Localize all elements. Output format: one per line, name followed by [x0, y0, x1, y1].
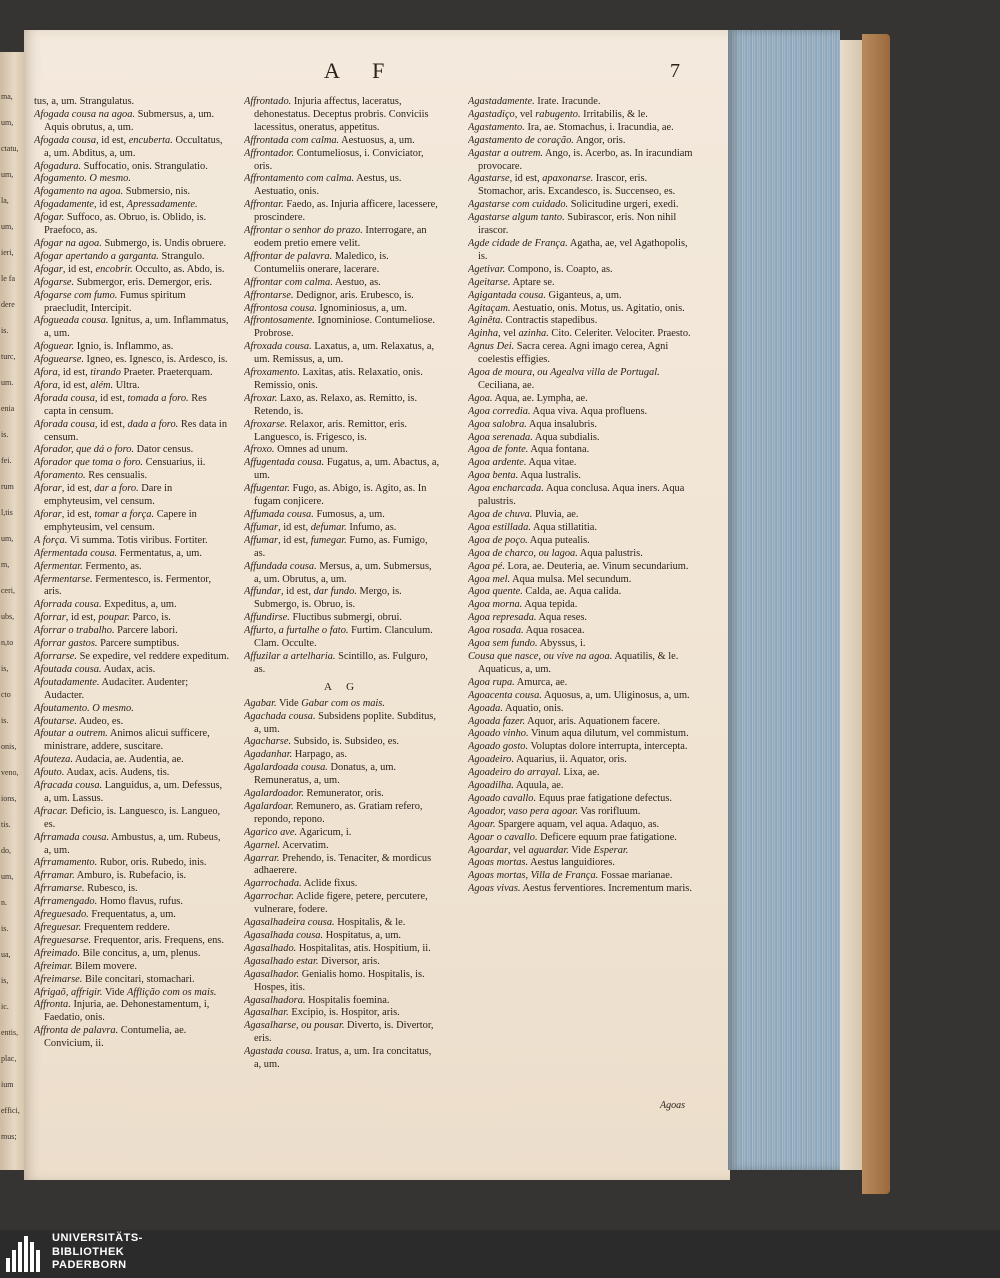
dictionary-entry: Afogada cousa, id est, encuberta. Occultatus, a, um. Abditus, a, um. [34, 134, 223, 159]
dictionary-entry: Afouto. Audax, acis. Audens, tis. [34, 767, 170, 779]
logo-bar [30, 1242, 34, 1272]
dictionary-entry: Afogamento. O mesmo. [34, 173, 131, 185]
dictionary-entry: Affugentada cousa. Fugatus, a, um. Abactus, a, um. [244, 457, 440, 482]
dictionary-entry: Afrramamento. Rubor, oris. Rubedo, inis. [34, 857, 207, 869]
left-page-fragment: n. [1, 898, 7, 907]
dictionary-entry: Afogar, id est, encobrir. Occulto, as. Abdo, is. [34, 263, 225, 275]
left-page-fragment: um. [1, 378, 14, 387]
dictionary-entry: Aforador, que dá o foro. Dator census. [34, 444, 194, 456]
dictionary-entry: Agigantada cousa. Giganteus, a, um. [468, 289, 622, 301]
dictionary-entry: Agoa represada. Aqua reses. [468, 612, 587, 624]
left-page-fragment: ubs, [1, 612, 15, 621]
dictionary-entry: Agoa serenada. Aqua subdialis. [468, 431, 600, 443]
dictionary-entry: Afogueada cousa. Ignitus, a, um. Inflammatus, a, um. [34, 315, 229, 340]
left-page-fragment: is, [1, 664, 9, 673]
library-logo-text [52, 1232, 143, 1273]
dictionary-entry: Affrontamento com calma. Aestus, us. Aestuatio, onis. [244, 173, 402, 198]
dictionary-entry: Agasalhar. Excipio, is. Hospitor, aris. [244, 1007, 400, 1019]
dictionary-entry: Afora, id est, além. Ultra. [34, 379, 140, 391]
left-page-fragment: ium [1, 1080, 14, 1089]
dictionary-entry: Afogadura. Suffocatio, onis. Strangulatio. [34, 160, 208, 172]
logo-bar [6, 1258, 10, 1272]
left-page-fragment: enia [1, 404, 15, 413]
dictionary-entry: Agoado gosto. Voluptas dolore interrupta, intercepta. [468, 741, 688, 753]
left-page-fragment: le fa [1, 274, 15, 283]
column-3 [468, 96, 696, 1156]
dictionary-entry: Agoa sem fundo. Abyssus, i. [468, 638, 586, 650]
dictionary-entry: Affrontar. Faedo, as. Injuria afficere, lacessere, proscindere. [244, 199, 438, 224]
left-page-fragment: plac, [1, 1054, 17, 1063]
dictionary-entry: Agastamento. Ira, ae. Stomachus, i. Iracundia, ae. [468, 121, 674, 133]
left-page-fragment: mus; [1, 1132, 17, 1141]
dictionary-entry: A força. Vi summa. Totis viribus. Fortiter. [34, 534, 208, 546]
dictionary-entry: Affurto, a furtalhe o fato. Furtim. Clanculum. Clam. Occulte. [244, 625, 433, 650]
dictionary-entry: Agoardar, vel aguardar. Vide Esperar. [468, 844, 629, 856]
dictionary-entry: Agoado vinho. Vinum aqua dilutum, vel commistum. [468, 728, 689, 740]
left-page-fragment: tis. [1, 820, 11, 829]
dictionary-entry: Afracada cousa. Languidus, a, um. Defessus, a, um. Lassus. [34, 780, 223, 804]
dictionary-entry: Afoutada cousa. Audax, acis. [34, 663, 156, 675]
dictionary-entry: Affuzilar a artelharia. Scintillo, as. Fulguro, as. [244, 650, 428, 675]
left-page-fragment: effici, [1, 1106, 20, 1115]
dictionary-entry: Agastarse algum tanto. Subirascor, eris. Non nihil irascor. [468, 212, 677, 237]
dictionary-entry: Aginêta. Contractis stapedibus. [468, 315, 598, 327]
dictionary-entry: Afogarse. Submergor, eris. Demergor, eris. [34, 276, 212, 288]
dictionary-entry: Afogar. Suffoco, as. Obruo, is. Oblido, is. Praefoco, as. [34, 212, 207, 237]
page-fore-edge [728, 30, 840, 1170]
dictionary-entry: Aforrada cousa. Expeditus, a, um. [34, 599, 177, 611]
dictionary-entry: Agoa estillada. Aqua stillatitia. [468, 521, 598, 533]
left-page-fragment: onis, [1, 742, 17, 751]
dictionary-entry: Agoar. Spargere aquam, vel aqua. Adaquo, as. [468, 818, 660, 830]
dictionary-entry: Affrontarse. Dedignor, aris. Erubesco, is. [244, 289, 414, 301]
dictionary-entry: Agarrochada. Aclide fixus. [244, 878, 358, 890]
dictionary-entry: Agoa de charco, ou lagoa. Aqua palustris. [468, 547, 643, 559]
left-page-fragment: veno, [1, 768, 19, 777]
dictionary-entry: Afogamento na agoa. Submersio, nis. [34, 186, 191, 198]
dictionary-entry: Agalardoada cousa. Donatus, a, um. Remuneratus, a, um. [244, 762, 397, 787]
dictionary-entry: Afreguesar. Frequentem reddere. [34, 922, 170, 933]
dictionary-entry: Affundar, id est, dar fundo. Mergo, is. Submergo, is. Obruo, is. [244, 586, 402, 611]
dictionary-entry: Aforar, id est, tomar a força. Capere in emphyteusim, vel censum. [34, 509, 197, 533]
dictionary-entry: Afoguear. Ignio, is. Inflammo, as. [34, 341, 174, 353]
left-page-fragment: um, [1, 118, 14, 127]
left-page-fragment: ctatu, [1, 144, 19, 153]
dictionary-entry: Aforamento. Res censualis. [34, 470, 148, 482]
page-number: 7 [670, 60, 680, 82]
dictionary-entry: Agoa morna. Aqua tepida. [468, 599, 578, 611]
dictionary-entry: Aginha, vel azinha. Cito. Celeriter. Velociter. Praesto. [468, 328, 691, 340]
dictionary-entry: Agoas mortas, Villa de França. Fossae marianae. [468, 870, 673, 882]
dictionary-entry: Agoadeiro. Aquarius, ii. Aquator, oris. [468, 754, 627, 766]
logo-bar [24, 1236, 28, 1272]
dictionary-entry: Afogada cousa na agoa. Submersus, a, um. Aquis obrutus, a, um. [34, 108, 215, 133]
dictionary-entry: Agasalhado. Hospitalitas, atis. Hospitium, ii. [244, 942, 431, 954]
left-page-fragment: ions, [1, 794, 17, 803]
left-page-fragment: um, [1, 170, 14, 179]
catchword: Agoas [660, 1100, 685, 1111]
dictionary-entry: Afouteza. Audacia, ae. Audentia, ae. [34, 754, 184, 766]
left-page-fragment: turc, [1, 352, 16, 361]
dictionary-entry: Affrontada com calma. Aestuosus, a, um. [244, 134, 415, 146]
dictionary-entry: Agoa quente. Calda, ae. Aqua calida. [468, 586, 622, 598]
dictionary-entry: Agoa corredia. Aqua viva. Aqua profluens. [468, 405, 648, 417]
dictionary-entry: Afrramarse. Rubesco, is. [34, 883, 138, 895]
dictionary-entry: Agabar. Vide Gabar com os mais. [244, 697, 385, 709]
dictionary-entry: Aforrar, id est, poupar. Parco, is. [34, 612, 171, 624]
running-head: A F [324, 58, 399, 83]
dictionary-page [24, 30, 730, 1180]
dictionary-entry: Agoador, vaso pera agoar. Vas rorifluum. [468, 805, 641, 817]
dictionary-entry: Agoacenta cousa. Aquosus, a, um. Uliginosus, a, um. [468, 689, 690, 701]
dictionary-entry: Agoa mel. Aqua mulsa. Mel secundum. [468, 573, 632, 585]
dictionary-entry: Ageitarse. Aptare se. [468, 276, 555, 288]
dictionary-entry: Agarrar. Prehendo, is. Tenaciter, & mordicus adhaerere. [244, 852, 432, 877]
dictionary-entry: Afrramar. Amburo, is. Rubefacio, is. [34, 870, 187, 882]
left-page-fragment: ma, [1, 92, 13, 101]
logo-line-1: UNIVERSITÄTS- [52, 1232, 143, 1244]
dictionary-entry: Agoa de moura, ou Agealva villa de Portugal. Ceciliana, ae. [468, 367, 660, 391]
dictionary-entry: Afreguesarse. Frequentor, aris. Frequens, ens. [34, 934, 224, 946]
dictionary-entry: Agasalhador. Genialis homo. Hospitalis, is. Hospes, itis. [244, 968, 425, 993]
dictionary-entry: Agoada. Aquatio, onis. [468, 702, 564, 714]
dictionary-entry: Afoutarse. Audeo, es. [34, 715, 124, 727]
dictionary-entry: Agoada fazer. Aquor, aris. Aquationem facere. [468, 715, 661, 727]
dictionary-entry: Affumar, id est, defumar. Infumo, as. [244, 521, 397, 533]
dictionary-entry: Agastada cousa. Iratus, a, um. Ira concitatus, a, um. [244, 1046, 432, 1071]
dictionary-entry: Agoas vivas. Aestus ferventiores. Incrementum maris. [468, 883, 692, 895]
dictionary-entry: Agasalhada cousa. Hospitatus, a, um. [244, 930, 402, 941]
left-page-fragment: is. [1, 924, 9, 933]
dictionary-entry: Afreimado. Bile concitus, a, um, plenus. [34, 947, 201, 959]
dictionary-entry: Agoa salobra. Aqua insalubris. [468, 418, 598, 430]
dictionary-entry: Affumada cousa. Fumosus, a, um. [244, 509, 385, 520]
dictionary-entry: Afracar. Deficio, is. Languesco, is. Langueo, es. [34, 805, 221, 830]
left-page-fragment: la, [1, 196, 9, 205]
dictionary-entry: Agoa rosada. Aqua rosacea. [468, 625, 585, 637]
left-page-fragment: is. [1, 326, 9, 335]
dictionary-entry: Agoa rupa. Amurca, ae. [468, 676, 568, 688]
dictionary-entry: Afroxar. Laxo, as. Relaxo, as. Remitto, is. Retendo, is. [244, 392, 418, 417]
left-page-fragment: dere [1, 300, 15, 309]
dictionary-entry: Affrontar de palavra. Maledico, is. Contumeliis onerare, lacerare. [244, 250, 389, 275]
left-page-fragment: is, [1, 976, 9, 985]
left-page-fragment: um, [1, 872, 14, 881]
left-page-fragment: um, [1, 222, 14, 231]
logo-bar [12, 1250, 16, 1272]
dictionary-entry: Afroxarse. Relaxor, aris. Remittor, eris. Languesco, is. Frigesco, is. [244, 418, 407, 443]
dictionary-entry: Agalardoador. Remunerator, oris. [244, 788, 384, 800]
dictionary-entry: Affrontador. Contumeliosus, i. Conviciator, oris. [244, 147, 424, 172]
dictionary-entry: Agetivar. Compono, is. Coapto, as. [468, 263, 613, 275]
dictionary-entry: Agoa pé. Lora, ae. Deuteria, ae. Vinum secundarium. [468, 560, 689, 572]
dictionary-entry: Agarico ave. Agaricum, i. [244, 826, 352, 838]
dictionary-entry: Affrontar com calma. Aestuo, as. [244, 276, 381, 288]
dictionary-entry: Aforada cousa, id est, dada a foro. Res data in censum. [34, 418, 228, 443]
dictionary-entry: Afrramengado. Homo flavus, rufus. [34, 896, 183, 908]
dictionary-entry: Agoa ardente. Aqua vitae. [468, 457, 577, 469]
left-page-fragment: m, [1, 560, 10, 569]
library-footer [0, 1230, 1000, 1278]
logo-line-2: BIBLIOTHEK [52, 1245, 125, 1258]
dictionary-entry: Agde cidade de França. Agatha, ae, vel Agathopolis, is. [468, 237, 688, 262]
dictionary-entry: Affronta de palavra. Contumelia, ae. Convicium, ii. [34, 1025, 187, 1050]
dictionary-entry: Agoa benta. Aqua lustralis. [468, 470, 581, 482]
logo-bar [36, 1250, 40, 1272]
dictionary-entry: Agastamento de coração. Angor, oris. [468, 134, 626, 146]
logo-line-3: PADERBORN [52, 1259, 127, 1271]
book-cover-edge [862, 34, 890, 1194]
dictionary-entry: Agachada cousa. Subsidens poplite. Subditus, a, um. [244, 710, 436, 735]
dictionary-entry: Agoa de poço. Aqua putealis. [468, 534, 590, 546]
dictionary-entry: Affundirse. Fluctibus submergi, obrui. [244, 612, 402, 624]
column-2 [244, 96, 440, 1156]
dictionary-entry: Afreimarse. Bile concitari, stomachari. [34, 973, 195, 985]
dictionary-entry: Agoado cavallo. Equus prae fatigatione defectus. [468, 792, 672, 804]
left-page-fragment: ua, [1, 950, 11, 959]
dictionary-entry: Aforrar o trabalho. Parcere labori. [34, 625, 178, 637]
dictionary-entry: Afroxo. Omnes ad unum. [244, 444, 348, 456]
dictionary-entry: Agoar o cavallo. Deficere equum prae fatigatione. [468, 831, 677, 843]
dictionary-entry: Agnus Dei. Sacra cerea. Agni imago cerea, Agni coelestis effigies. [468, 341, 669, 366]
dictionary-entry: Afrigaõ, affrigir. Vide Afflição com os mais. [34, 986, 217, 998]
dictionary-entry: Afrramada cousa. Ambustus, a, um. Rubeus, a, um. [34, 831, 221, 856]
dictionary-entry: Aforada cousa, id est, tomada a foro. Res capta in censum. [34, 392, 207, 417]
dictionary-entry: Afogadamente, id est, Apressadamente. [34, 199, 198, 211]
left-page-fragment: is. [1, 430, 9, 439]
dictionary-entry: Afroxada cousa. Laxatus, a, um. Relaxatus, a, um. Remissus, a, um. [244, 341, 435, 366]
dictionary-entry: Afreguesado. Frequentatus, a, um. [34, 909, 176, 921]
dictionary-entry: Afora, id est, tirando Praeter. Praeterquam. [34, 367, 213, 379]
dictionary-entry: Agastarse com cuidado. Solicitudine urgeri, exedi. [468, 199, 679, 211]
dictionary-entry: Aforrar gastos. Parcere sumptibus. [34, 638, 180, 650]
dictionary-entry: Agoa encharcada. Aqua conclusa. Aqua iners. Aqua palustris. [468, 483, 685, 508]
left-page-fragment: ieri, [1, 248, 14, 257]
dictionary-entry: Afogar na agoa. Submergo, is. Undis obruere. [34, 237, 227, 249]
dictionary-entry: Agastarse, id est, apaxonarse. Irascor, eris. Stomachor, aris. Excandesco, is. Succenseo, es. [468, 173, 676, 198]
left-page-fragment: n,to [1, 638, 14, 647]
dictionary-entry: Afoutadamente. Audaciter. Audenter; Audacter. [34, 676, 189, 701]
dictionary-entry: Affugentar. Fugo, as. Abigo, is. Agito, as. In fugam conjicere. [244, 483, 427, 508]
left-page-fragment: ic. [1, 1002, 9, 1011]
left-page-fragment: is. [1, 716, 9, 725]
dictionary-entry: Aforador que toma o foro. Censuarius, ii. [34, 457, 206, 469]
dictionary-entry: Affumar, id est, fumegar. Fumo, as. Fumigo, as. [244, 534, 428, 559]
dictionary-entry: Agoa. Aqua, ae. Lympha, ae. [468, 392, 588, 404]
dictionary-entry: Afermentada cousa. Fermentatus, a, um. [34, 547, 202, 559]
dictionary-entry: Agasalhado estar. Diversor, aris. [244, 955, 380, 967]
dictionary-entry: Agastadamente. Irate. Iracunde. [468, 96, 601, 107]
dictionary-entry: Agasalharse, ou pousar. Diverto, is. Divertor, eris. [244, 1020, 434, 1045]
left-page-fragment: rum [1, 482, 14, 491]
dictionary-entry: Afoutamento. O mesmo. [34, 702, 134, 714]
dictionary-entry: Aforar, id est, dar a foro. Dare in emphyteusim, vel censum. [34, 483, 173, 508]
dictionary-entry: tus, a, um. Strangulatus. [34, 96, 135, 107]
dictionary-entry: Aforrarse. Se expedire, vel reddere expeditum. [34, 650, 230, 662]
dictionary-entry: Afoguearse. Igneo, es. Ignesco, is. Ardesco, is. [34, 354, 228, 366]
dictionary-entry: Agarnel. Acervatim. [244, 839, 329, 851]
dictionary-entry: Afroxamento. Laxitas, atis. Relaxatio, onis. Remissio, onis. [244, 367, 423, 391]
dictionary-entry: Affundada cousa. Mersus, a, um. Submersus, a, um. Obrutus, a, um. [244, 560, 432, 585]
dictionary-entry: Agoa de chuva. Pluvia, ae. [468, 509, 579, 520]
dictionary-entry: Afoutar a outrem. Animos alicui sufficere, ministrare, addere, suscitare. [34, 728, 210, 753]
dictionary-entry: Agalardoar. Remunero, as. Gratiam refero, repondo, repono. [244, 800, 423, 825]
dictionary-entry: Agacharse. Subsido, is. Subsideo, es. [244, 736, 400, 748]
dictionary-entry: Agoas mortas. Aestus languidiores. [468, 857, 615, 869]
left-page-fragment: entis, [1, 1028, 19, 1037]
left-page-fragment: fei. [1, 456, 12, 465]
dictionary-entry: Cousa que nasce, ou vive na agoa. Aquatilis, & le. Aquaticus, a, um. [468, 650, 679, 675]
dictionary-entry: Affrontosamente. Ignominiose. Contumeliose. Probrose. [244, 315, 435, 340]
left-page-fragment: l,tis [1, 508, 13, 517]
left-page-fragment: cto [1, 690, 11, 699]
left-page-edge [0, 52, 25, 1170]
library-logo-icon [6, 1236, 46, 1272]
dictionary-entry: Afreimar. Bilem movere. [34, 960, 137, 972]
dictionary-entry: Agasalhadora. Hospitalis foemina. [244, 994, 390, 1006]
dictionary-entry: Agitaçam. Aestuatio, onis. Motus, us. Agitatio, onis. [468, 302, 685, 314]
dictionary-entry: Afermentarse. Fermentesco, is. Fermentor, aris. [34, 573, 212, 598]
dictionary-entry: Affrontar o senhor do prazo. Interrogare, an eodem pretio emere velit. [244, 225, 427, 249]
dictionary-entry: Affrontosa cousa. Ignominiosus, a, um. [244, 302, 407, 314]
dictionary-entry: Affronta. Injuria, ae. Dehonestamentum, i, Faedatio, onis. [34, 999, 210, 1024]
dictionary-entry: Agoa de fonte. Aqua fontana. [468, 444, 590, 456]
left-page-fragment: um, [1, 534, 14, 543]
dictionary-entry: Afogar apertando a garganta. Strangulo. [34, 250, 205, 262]
section-heading: A G [323, 680, 361, 693]
dictionary-entry: Afogarse com fumo. Fumus spiritum praecludit, Intercipit. [34, 289, 186, 314]
left-page-fragment: ceri, [1, 586, 15, 595]
dictionary-entry: Agastar a outrem. Ango, is. Acerbo, as. In iracundiam provocare. [468, 147, 693, 172]
dictionary-entry: Agoadeiro do arrayal. Lixa, ae. [468, 767, 600, 779]
dictionary-entry: Agarrochar. Aclide figere, petere, percutere, vulnerare, fodere. [244, 891, 428, 916]
dictionary-entry: Agoadilha. Aquula, ae. [468, 780, 564, 792]
column-1 [34, 96, 230, 1156]
dictionary-entry: Agadanhar. Harpago, as. [244, 749, 348, 761]
dictionary-entry: Afermentar. Fermento, as. [34, 560, 142, 572]
left-page-fragment: do, [1, 846, 11, 855]
dictionary-entry: Agasalhadeira cousa. Hospitalis, & le. [244, 917, 406, 929]
page-edge-light [840, 40, 862, 1170]
logo-bar [18, 1242, 22, 1272]
dictionary-entry: Affrontado. Injuria affectus, laceratus, dehonestatus. Deceptus probris. Conviciis lacessitus, oneratus, appetitus. [244, 96, 429, 133]
dictionary-entry: Agastadiço, vel rabugento. Irritabilis, & le. [468, 108, 648, 120]
